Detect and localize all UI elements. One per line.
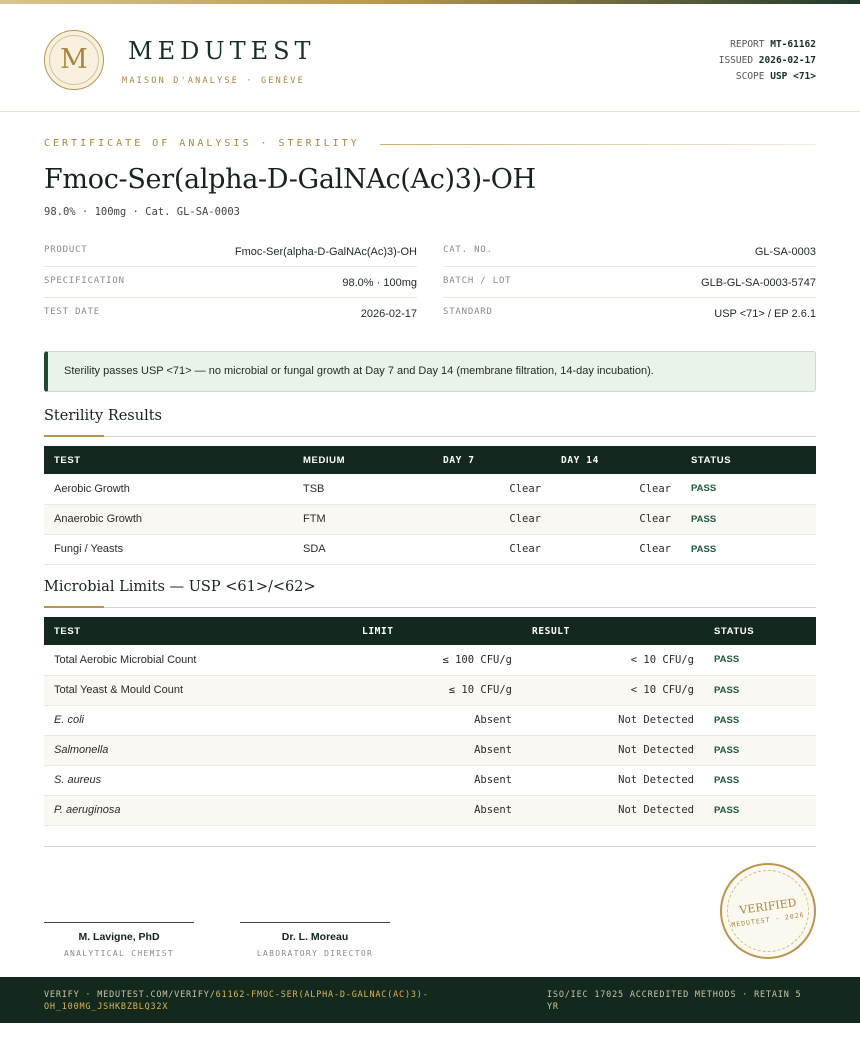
- status-badge: PASS: [681, 534, 816, 564]
- cell-medium: SDA: [293, 534, 433, 564]
- cell-limit: ≤ 10 CFU/g: [352, 675, 522, 705]
- cell-test: Salmonella: [44, 735, 352, 765]
- table-row: [44, 474, 816, 504]
- cell-result: Not Detected: [522, 795, 704, 825]
- verify-link[interactable]: VERIFY · MEDUTEST.COM/VERIFY/61162-FMOC-SER(ALPHA-D-GALNAC(AC)3)-OH_100MG_JSHKBZBLQ32X: [44, 990, 429, 1012]
- cell-limit: ≤ 100 CFU/g: [352, 645, 522, 675]
- info-row-cat-no: CAT. NO. GL-SA-0003: [443, 236, 816, 267]
- cell-result: < 10 CFU/g: [522, 675, 704, 705]
- page-subtitle: 98.0% · 100mg · Cat. GL-SA-0003: [44, 206, 240, 218]
- brand-tagline: MAISON D'ANALYSE · GENÈVE: [122, 76, 305, 86]
- cell-test: Total Aerobic Microbial Count: [44, 645, 352, 675]
- col-header-test: TEST: [54, 454, 81, 466]
- signature-divider: [44, 846, 816, 847]
- signatory-name: M. Lavigne, PhD: [78, 931, 160, 943]
- footer: [0, 977, 860, 1023]
- seal-word: VERIFIED: [738, 896, 798, 917]
- status-badge: PASS: [704, 795, 816, 825]
- col-header-result: RESULT: [532, 625, 570, 637]
- info-row-standard: STANDARD USP <71> / EP 2.6.1: [443, 307, 816, 320]
- alert-text: Sterility passes USP <71> — no microbial or fungal growth at Day 7 and Day 14 (membrane filtration, 14-day incubation).: [64, 365, 654, 377]
- status-badge: PASS: [681, 504, 816, 534]
- page-title: Fmoc-Ser(alpha-D-GalNAc(Ac)3)-OH: [44, 164, 536, 195]
- cell-test: Aerobic Growth: [44, 474, 293, 504]
- status-badge: PASS: [681, 474, 816, 504]
- status-badge: PASS: [704, 735, 816, 765]
- cell-medium: TSB: [293, 474, 433, 504]
- col-header-status: STATUS: [714, 625, 755, 637]
- col-header-medium: MEDIUM: [303, 454, 346, 466]
- signatory-role: ANALYTICAL CHEMIST: [63, 949, 175, 958]
- cell-test: P. aeruginosa: [44, 795, 352, 825]
- eyebrow-divider: [380, 144, 816, 145]
- col-header-day14: DAY 14: [561, 454, 599, 466]
- cell-day14: Clear: [551, 534, 681, 564]
- cell-day14: Clear: [551, 474, 681, 504]
- col-header-limit: LIMIT: [362, 625, 394, 637]
- table-row: [44, 795, 816, 825]
- status-badge: PASS: [704, 645, 816, 675]
- cell-limit: Absent: [352, 765, 522, 795]
- verified-seal: [720, 863, 816, 959]
- brand-name: MEDUTEST: [128, 37, 316, 65]
- brand-logo: [44, 30, 104, 90]
- cell-day7: Clear: [433, 534, 551, 564]
- report-meta: [719, 37, 816, 85]
- accreditation-note: ISO/IEC 17025 ACCREDITED METHODS · RETAIN 5 YR: [547, 990, 802, 1012]
- info-row-batch: BATCH / LOT GLB-GL-SA-0003-5747: [443, 267, 816, 298]
- sterility-section-accent: [44, 435, 104, 437]
- table-row: [44, 765, 816, 795]
- status-badge: PASS: [704, 675, 816, 705]
- col-header-status: STATUS: [691, 454, 732, 466]
- info-row-specification: SPECIFICATION 98.0% · 100mg: [44, 267, 417, 298]
- signatory-name: Dr. L. Moreau: [281, 931, 349, 943]
- cell-result: Not Detected: [522, 735, 704, 765]
- document-eyebrow: CERTIFICATE OF ANALYSIS · STERILITY: [44, 138, 360, 149]
- cell-test: Fungi / Yeasts: [44, 534, 293, 564]
- info-grid-right: [443, 236, 816, 329]
- cell-result: Not Detected: [522, 705, 704, 735]
- sterility-pass-alert: [44, 351, 816, 392]
- cell-day7: Clear: [433, 474, 551, 504]
- cell-day14: Clear: [551, 504, 681, 534]
- cell-limit: Absent: [352, 795, 522, 825]
- report-number: REPORT MT-61162: [730, 39, 816, 50]
- microbial-section-title: Microbial Limits — USP <61>/<62>: [44, 579, 316, 595]
- verify-code: 61162-FMOC-SER(ALPHA-D-GALNAC(AC)3)-OH_100MG_JSHKBZBLQ32X: [44, 990, 429, 1012]
- cell-test: Total Yeast & Mould Count: [44, 675, 352, 705]
- table-row: [44, 675, 816, 705]
- sterility-section-rule: [44, 436, 816, 437]
- col-header-day7: DAY 7: [443, 454, 475, 466]
- signature-block: [240, 922, 390, 958]
- table-row: [44, 735, 816, 765]
- table-row: [44, 645, 816, 675]
- microbial-table: [44, 617, 816, 826]
- cell-test: E. coli: [44, 705, 352, 735]
- logo-letter: M: [60, 44, 88, 75]
- table-row: [44, 534, 816, 564]
- microbial-section-rule: [44, 607, 816, 608]
- seal-subtext: MEDUTEST · 2026: [730, 910, 806, 930]
- cell-limit: Absent: [352, 705, 522, 735]
- issued-date: ISSUED 2026-02-17: [718, 55, 816, 66]
- cell-result: Not Detected: [522, 765, 704, 795]
- sterility-table: [44, 446, 816, 565]
- report-header: [0, 4, 860, 112]
- cell-medium: FTM: [293, 504, 433, 534]
- cell-test: Anaerobic Growth: [44, 504, 293, 534]
- table-header-row: [44, 446, 816, 474]
- status-badge: PASS: [704, 765, 816, 795]
- table-row: [44, 504, 816, 534]
- table-row: [44, 705, 816, 735]
- signature-block: [44, 922, 194, 958]
- cell-limit: Absent: [352, 735, 522, 765]
- info-row-product: PRODUCT Fmoc-Ser(alpha-D-GalNAc(Ac)3)-OH: [44, 236, 417, 267]
- cell-result: < 10 CFU/g: [522, 645, 704, 675]
- col-header-test: TEST: [54, 625, 81, 637]
- signatory-role: LABORATORY DIRECTOR: [256, 949, 374, 958]
- microbial-section-accent: [44, 606, 104, 608]
- table-header-row: [44, 617, 816, 645]
- scope: SCOPE USP <71>: [735, 71, 816, 82]
- cell-test: S. aureus: [44, 765, 352, 795]
- cell-day7: Clear: [433, 504, 551, 534]
- status-badge: PASS: [704, 705, 816, 735]
- info-row-test-date: TEST DATE 2026-02-17: [44, 307, 417, 320]
- info-grid-left: [44, 236, 417, 329]
- sterility-section-title: Sterility Results: [44, 408, 162, 424]
